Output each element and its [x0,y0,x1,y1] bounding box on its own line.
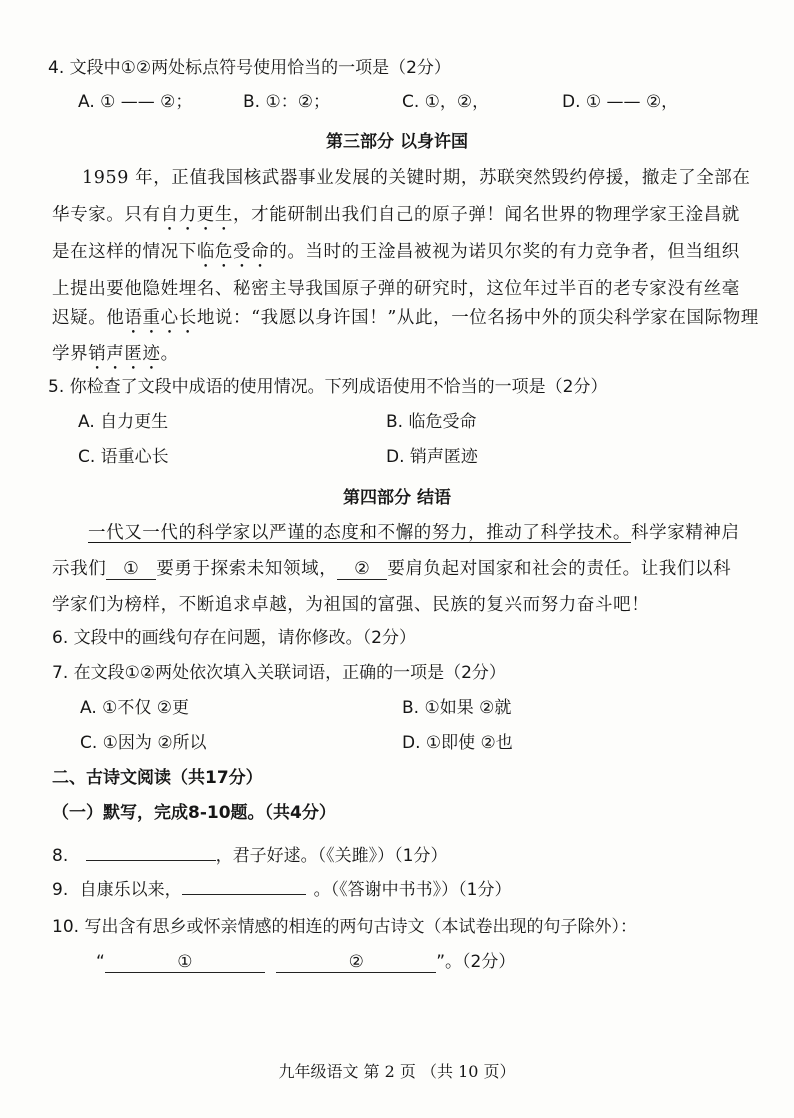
part3-title: 第三部分 以身许国 [326,132,468,152]
q5-option-a: A. 自力更生 [78,412,169,432]
q7-option-d: D. ①即使 ②也 [402,733,513,753]
q5-option-c: C. 语重心长 [78,447,169,467]
blank-2[interactable]: ② [337,559,387,580]
q9 [52,878,511,902]
part3-line-3: 是在这样的情况下临危受命的。当时的王淦昌被视为诺贝尔奖的有力竞争者，但当组织 [52,242,740,262]
q4-option-a: A. ① —— ②； [78,92,193,112]
page-footer: 九年级语文 第 2 页 （共 10 页） [278,1062,516,1081]
q10-blank-2[interactable]: ② [276,952,436,973]
q4-option-c: C. ①，②， [402,92,490,112]
section2-subtitle: （一）默写，完成8-10题。（共4分） [52,803,336,823]
dotted-idiom: 自力更生 [160,205,234,225]
q4-option-b: B. ①：②； [243,92,330,112]
dotted-idiom: 语重心长 [124,308,197,328]
q4-option-d: D. ① —— ②， [562,92,679,112]
q10-close: ”。（2分） [436,952,516,972]
q7-option-b: B. ①如果 ②就 [402,698,512,718]
q7-stem: 7. 在文段①②两处依次填入关联词语，正确的一项是（2分） [52,663,506,683]
section2-title: 二、古诗文阅读（共17分） [52,768,263,788]
dotted-idiom: 销声匿迹 [88,344,161,364]
q7-option-c: C. ①因为 ②所以 [80,733,207,753]
q5-option-d: D. 销声匿迹 [386,447,478,467]
q9-text-b: 。（《答谢中书书》）（1分） [313,880,512,900]
q10-stem: 10. 写出含有思乡或怀亲情感的相连的两句古诗文（本试卷出现的句子除外）： [52,917,637,937]
q6-stem: 6. 文段中的画线句存在问题，请你修改。（2分） [52,628,416,648]
part3-line-5: 迟疑。他语重心长地说：“我愿以身许国！”从此，一位名扬中外的顶尖科学家在国际物理 [52,308,759,328]
q7-option-a: A. ①不仅 ②更 [80,698,190,718]
q9-text-a: 自康乐以来， [79,880,182,900]
q4-stem: 4. 文段中①②两处标点符号使用恰当的一项是（2分） [48,58,451,78]
part4-line-1-rest: 科学家精神启 [631,523,740,543]
dotted-idiom: 临危受命 [196,242,270,262]
part3-line-1: 1959 年，正值我国核武器事业发展的关键时期，苏联突然毁约停援，撤走了全部在 [82,168,751,188]
q5-stem: 5. 你检查了文段中成语的使用情况。下列成语使用不恰当的一项是（2分） [48,377,608,397]
part4-title: 第四部分 结语 [343,488,451,508]
part4-line-1 [88,521,740,545]
q8-answer-blank[interactable] [86,860,216,861]
part4-line-2 [52,557,731,581]
q9-answer-blank[interactable] [182,894,306,895]
part3-line-6: 学界销声匿迹。 [52,344,179,364]
part4-text-c: 要肩负起对国家和社会的责任。让我们以科 [387,559,732,579]
part4-line-3: 学家们为榜样，不断追求卓越，为祖国的富强、民族的复兴而努力奋斗吧！ [52,595,650,615]
q8 [52,844,447,868]
q10-answer-line [96,950,515,974]
q5-option-b: B. 临危受命 [386,412,477,432]
underlined-sentence: 一代又一代的科学家以严谨的态度和不懈的努力，推动了科学技术。 [88,523,631,543]
q10-open-quote: “ [96,952,105,972]
blank-1[interactable]: ① [106,559,156,580]
part4-text-b: 要勇于探索未知领域， [156,559,338,579]
q10-blank-1[interactable]: ① [105,952,265,973]
q9-number: 9. [52,880,69,900]
part3-line-2: 华专家。只有自力更生，才能研制出我们自己的原子弹！闻名世界的物理学家王淦昌就 [52,205,740,225]
q8-text: ，君子好逑。（《关雎》）（1分） [215,846,448,866]
part3-line-4: 上提出要他隐姓埋名、秘密主导我国原子弹的研究时，这位年过半百的老专家没有丝毫 [52,279,740,299]
q8-number: 8. [52,846,69,866]
part4-text-a: 示我们 [52,559,107,579]
